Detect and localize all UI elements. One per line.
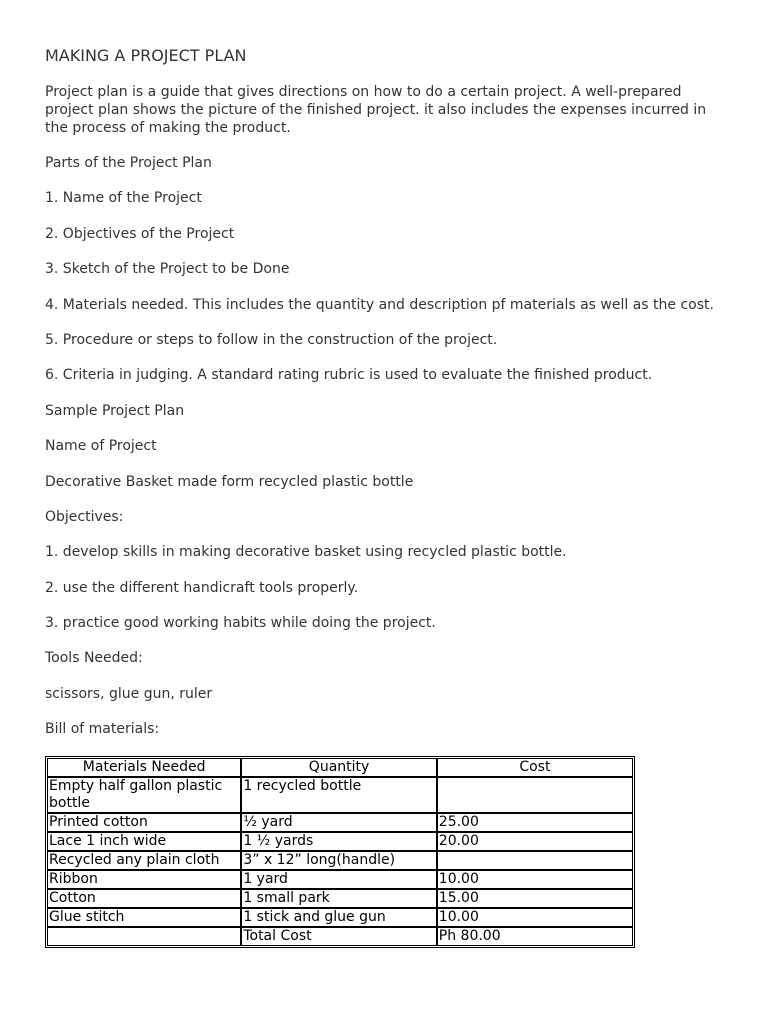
cost-cell: 15.00 bbox=[437, 889, 633, 908]
name-heading: Name of Project bbox=[45, 438, 157, 455]
quantity-cell: 1 recycled bottle bbox=[241, 777, 436, 813]
objective-item: 1. develop skills in making decorative basket using recycled plastic bottle. bbox=[45, 544, 567, 561]
header-cell: Cost bbox=[437, 758, 633, 777]
cost-cell: 10.00 bbox=[437, 870, 633, 889]
table-header-row bbox=[47, 758, 633, 777]
header-cell: Quantity bbox=[241, 758, 436, 777]
table-row bbox=[47, 832, 633, 851]
part-item: 6. Criteria in judging. A standard rating rubric is used to evaluate the finished product. bbox=[45, 367, 653, 384]
material-cell: Cotton bbox=[47, 889, 241, 908]
part-item: 2. Objectives of the Project bbox=[45, 225, 235, 242]
total-cost-cell: Ph 80.00 bbox=[437, 927, 633, 946]
material-cell: Lace 1 inch wide bbox=[47, 832, 241, 851]
table-row bbox=[47, 889, 633, 908]
quantity-cell: 1 ½ yards bbox=[241, 832, 436, 851]
material-cell: Empty half gallon plastic bottle bbox=[47, 777, 241, 813]
quantity-cell: 1 yard bbox=[241, 870, 436, 889]
cost-cell: 10.00 bbox=[437, 908, 633, 927]
table-row bbox=[47, 813, 633, 832]
document-page bbox=[45, 46, 725, 948]
part-item: 3. Sketch of the Project to be Done bbox=[45, 261, 290, 278]
table-row bbox=[47, 870, 633, 889]
table-row bbox=[47, 777, 633, 813]
objective-item: 2. use the different handicraft tools properly. bbox=[45, 579, 359, 596]
header-cell: Materials Needed bbox=[47, 758, 241, 777]
cost-cell: 20.00 bbox=[437, 832, 633, 851]
tools-list: scissors, glue gun, ruler bbox=[45, 685, 213, 702]
quantity-cell: 1 small park bbox=[241, 889, 436, 908]
cost-cell bbox=[437, 851, 633, 870]
objectives-heading: Objectives: bbox=[45, 508, 124, 525]
table-row bbox=[47, 851, 633, 870]
cost-cell bbox=[437, 777, 633, 813]
intro-paragraph: Project plan is a guide that gives directions on how to do a certain project. A well-prepared project plan shows the picture of the finished project. it also includes the expenses incurred in the process of making the product. bbox=[45, 84, 707, 136]
part-item: 4. Materials needed. This includes the quantity and description pf materials as well as the cost. bbox=[45, 296, 714, 313]
part-item: 1. Name of the Project bbox=[45, 190, 202, 207]
table-row bbox=[47, 908, 633, 927]
parts-heading: Parts of the Project Plan bbox=[45, 155, 212, 171]
material-cell: Ribbon bbox=[47, 870, 241, 889]
cost-cell: 25.00 bbox=[437, 813, 633, 832]
bill-of-materials-table bbox=[45, 756, 635, 948]
material-cell: Recycled any plain cloth bbox=[47, 851, 241, 870]
total-row bbox=[47, 927, 633, 946]
quantity-cell: 1 stick and glue gun bbox=[241, 908, 436, 927]
tools-heading: Tools Needed: bbox=[45, 650, 143, 667]
bill-heading: Bill of materials: bbox=[45, 721, 160, 738]
material-cell: Printed cotton bbox=[47, 813, 241, 832]
objective-item: 3. practice good working habits while doing the project. bbox=[45, 615, 436, 632]
page-title: MAKING A PROJECT PLAN bbox=[45, 46, 247, 65]
project-name: Decorative Basket made form recycled plastic bottle bbox=[45, 473, 414, 490]
quantity-cell: ½ yard bbox=[241, 813, 436, 832]
quantity-cell: 3” x 12” long(handle) bbox=[241, 851, 436, 870]
material-cell: Glue stitch bbox=[47, 908, 241, 927]
sample-heading: Sample Project Plan bbox=[45, 402, 185, 419]
material-cell bbox=[47, 927, 241, 946]
part-item: 5. Procedure or steps to follow in the construction of the project. bbox=[45, 331, 498, 348]
total-label-cell: Total Cost bbox=[241, 927, 436, 946]
